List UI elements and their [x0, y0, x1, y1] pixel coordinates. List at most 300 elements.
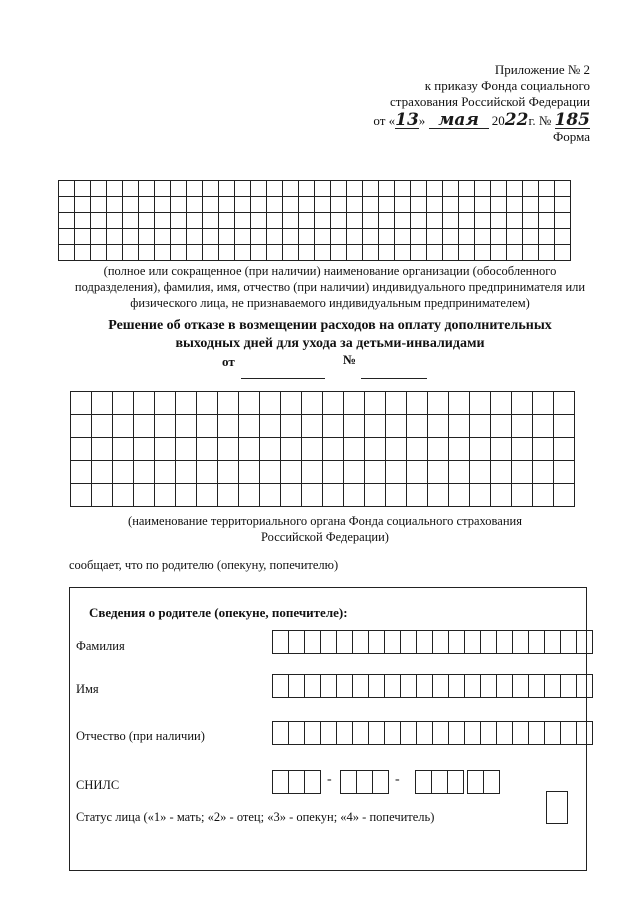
grid-cell[interactable]	[113, 415, 134, 438]
grid-cell[interactable]	[443, 229, 459, 245]
grid-cell[interactable]	[155, 197, 171, 213]
grid-cell[interactable]	[470, 438, 491, 461]
grid-cell[interactable]	[323, 461, 344, 484]
grid-cell[interactable]	[539, 245, 555, 261]
grid-cell[interactable]	[299, 245, 315, 261]
grid-cell[interactable]	[281, 484, 302, 507]
grid-cell[interactable]	[507, 213, 523, 229]
grid-cell[interactable]	[92, 415, 113, 438]
grid-cell[interactable]	[407, 415, 428, 438]
grid-cell[interactable]	[251, 245, 267, 261]
grid-cell[interactable]	[554, 438, 575, 461]
grid-cell[interactable]	[281, 461, 302, 484]
grid-cell[interactable]	[113, 392, 134, 415]
grid-cell[interactable]	[407, 392, 428, 415]
grid-cell[interactable]	[512, 392, 533, 415]
grid-cell[interactable]	[427, 181, 443, 197]
grid-cell[interactable]	[134, 461, 155, 484]
input-cell[interactable]	[372, 770, 389, 794]
grid-cell[interactable]	[219, 245, 235, 261]
grid-cell[interactable]	[203, 181, 219, 197]
input-cell[interactable]	[400, 630, 417, 654]
input-cell[interactable]	[528, 721, 545, 745]
input-cell[interactable]	[467, 770, 484, 794]
grid-cell[interactable]	[459, 229, 475, 245]
input-cell[interactable]	[304, 721, 321, 745]
grid-cell[interactable]	[491, 392, 512, 415]
grid-cell[interactable]	[239, 392, 260, 415]
grid-cell[interactable]	[443, 197, 459, 213]
grid-cell[interactable]	[107, 245, 123, 261]
grid-cell[interactable]	[365, 392, 386, 415]
grid-cell[interactable]	[363, 213, 379, 229]
grid-cell[interactable]	[267, 213, 283, 229]
input-cell[interactable]	[368, 721, 385, 745]
grid-cell[interactable]	[283, 181, 299, 197]
grid-cell[interactable]	[260, 392, 281, 415]
grid-cell[interactable]	[155, 181, 171, 197]
input-cell[interactable]	[320, 674, 337, 698]
grid-cell[interactable]	[555, 213, 571, 229]
grid-cell[interactable]	[171, 229, 187, 245]
grid-cell[interactable]	[331, 213, 347, 229]
grid-cell[interactable]	[197, 461, 218, 484]
grid-cell[interactable]	[123, 245, 139, 261]
grid-cell[interactable]	[365, 438, 386, 461]
grid-cell[interactable]	[92, 392, 113, 415]
grid-cell[interactable]	[59, 213, 75, 229]
input-cell[interactable]	[483, 770, 500, 794]
grid-cell[interactable]	[218, 461, 239, 484]
grid-cell[interactable]	[71, 438, 92, 461]
grid-cell[interactable]	[523, 229, 539, 245]
grid-cell[interactable]	[113, 461, 134, 484]
grid-cell[interactable]	[539, 197, 555, 213]
grid-cell[interactable]	[203, 213, 219, 229]
grid-cell[interactable]	[395, 197, 411, 213]
input-cell[interactable]	[336, 721, 353, 745]
grid-cell[interactable]	[134, 438, 155, 461]
grid-cell[interactable]	[379, 245, 395, 261]
grid-cell[interactable]	[92, 438, 113, 461]
grid-cell[interactable]	[71, 461, 92, 484]
grid-cell[interactable]	[386, 461, 407, 484]
grid-cell[interactable]	[75, 213, 91, 229]
grid-cell[interactable]	[267, 197, 283, 213]
input-cell[interactable]	[560, 630, 577, 654]
input-cell[interactable]	[447, 770, 464, 794]
grid-cell[interactable]	[155, 229, 171, 245]
grid-cell[interactable]	[363, 229, 379, 245]
grid-cell[interactable]	[491, 181, 507, 197]
grid-cell[interactable]	[91, 229, 107, 245]
grid-cell[interactable]	[134, 415, 155, 438]
grid-cell[interactable]	[523, 213, 539, 229]
grid-cell[interactable]	[260, 484, 281, 507]
grid-cell[interactable]	[92, 461, 113, 484]
grid-cell[interactable]	[218, 415, 239, 438]
grid-cell[interactable]	[299, 181, 315, 197]
grid-cell[interactable]	[428, 438, 449, 461]
input-cell[interactable]	[512, 674, 529, 698]
input-cell[interactable]	[384, 674, 401, 698]
input-cell[interactable]	[304, 674, 321, 698]
grid-cell[interactable]	[187, 245, 203, 261]
grid-cell[interactable]	[443, 213, 459, 229]
input-cell[interactable]	[416, 721, 433, 745]
grid-cell[interactable]	[203, 197, 219, 213]
grid-cell[interactable]	[203, 229, 219, 245]
grid-cell[interactable]	[260, 461, 281, 484]
input-cell[interactable]	[480, 721, 497, 745]
grid-cell[interactable]	[113, 438, 134, 461]
input-cell[interactable]	[576, 721, 593, 745]
input-cell[interactable]	[352, 630, 369, 654]
grid-cell[interactable]	[344, 392, 365, 415]
grid-cell[interactable]	[411, 245, 427, 261]
grid-cell[interactable]	[171, 181, 187, 197]
grid-cell[interactable]	[71, 415, 92, 438]
grid-cell[interactable]	[533, 461, 554, 484]
grid-cell[interactable]	[449, 484, 470, 507]
grid-cell[interactable]	[365, 484, 386, 507]
grid-cell[interactable]	[491, 213, 507, 229]
input-cell[interactable]	[432, 721, 449, 745]
grid-cell[interactable]	[299, 213, 315, 229]
snils-part-3[interactable]	[415, 770, 464, 794]
grid-cell[interactable]	[302, 461, 323, 484]
input-cell[interactable]	[432, 674, 449, 698]
grid-cell[interactable]	[219, 181, 235, 197]
grid-cell[interactable]	[459, 213, 475, 229]
grid-cell[interactable]	[379, 197, 395, 213]
grid-cell[interactable]	[379, 213, 395, 229]
grid-cell[interactable]	[107, 213, 123, 229]
grid-cell[interactable]	[363, 197, 379, 213]
grid-cell[interactable]	[470, 484, 491, 507]
grid-cell[interactable]	[251, 229, 267, 245]
grid-cell[interactable]	[299, 229, 315, 245]
grid-cell[interactable]	[283, 213, 299, 229]
grid-cell[interactable]	[239, 461, 260, 484]
grid-cell[interactable]	[107, 197, 123, 213]
grid-cell[interactable]	[554, 392, 575, 415]
input-cell[interactable]	[576, 674, 593, 698]
grid-cell[interactable]	[323, 415, 344, 438]
grid-cell[interactable]	[302, 392, 323, 415]
grid-cell[interactable]	[470, 392, 491, 415]
grid-cell[interactable]	[59, 197, 75, 213]
grid-cell[interactable]	[323, 484, 344, 507]
grid-cell[interactable]	[281, 392, 302, 415]
grid-cell[interactable]	[539, 229, 555, 245]
input-cell[interactable]	[272, 770, 289, 794]
grid-cell[interactable]	[386, 438, 407, 461]
input-cell[interactable]	[528, 630, 545, 654]
grid-cell[interactable]	[239, 484, 260, 507]
grid-cell[interactable]	[523, 245, 539, 261]
grid-cell[interactable]	[134, 484, 155, 507]
grid-cell[interactable]	[155, 213, 171, 229]
grid-cell[interactable]	[187, 197, 203, 213]
grid-cell[interactable]	[91, 181, 107, 197]
grid-cell[interactable]	[92, 484, 113, 507]
grid-cell[interactable]	[176, 392, 197, 415]
grid-cell[interactable]	[197, 484, 218, 507]
input-cell[interactable]	[560, 721, 577, 745]
grid-cell[interactable]	[187, 181, 203, 197]
grid-cell[interactable]	[475, 229, 491, 245]
grid-cell[interactable]	[235, 181, 251, 197]
input-cell[interactable]	[544, 630, 561, 654]
grid-cell[interactable]	[219, 213, 235, 229]
input-cell[interactable]	[432, 630, 449, 654]
grid-cell[interactable]	[347, 197, 363, 213]
grid-cell[interactable]	[428, 484, 449, 507]
grid-cell[interactable]	[218, 438, 239, 461]
grid-cell[interactable]	[554, 461, 575, 484]
grid-cell[interactable]	[344, 484, 365, 507]
grid-cell[interactable]	[299, 197, 315, 213]
grid-cell[interactable]	[155, 392, 176, 415]
grid-cell[interactable]	[507, 197, 523, 213]
input-cell[interactable]	[288, 770, 305, 794]
grid-cell[interactable]	[512, 415, 533, 438]
input-cell[interactable]	[288, 721, 305, 745]
grid-cell[interactable]	[239, 415, 260, 438]
grid-cell[interactable]	[427, 229, 443, 245]
grid-cell[interactable]	[267, 181, 283, 197]
input-cell[interactable]	[384, 630, 401, 654]
grid-cell[interactable]	[395, 213, 411, 229]
grid-cell[interactable]	[187, 229, 203, 245]
input-cell[interactable]	[368, 630, 385, 654]
grid-cell[interactable]	[260, 415, 281, 438]
grid-cell[interactable]	[197, 438, 218, 461]
grid-cell[interactable]	[91, 213, 107, 229]
grid-cell[interactable]	[470, 461, 491, 484]
grid-cell[interactable]	[475, 213, 491, 229]
grid-cell[interactable]	[523, 197, 539, 213]
grid-cell[interactable]	[344, 415, 365, 438]
status-field[interactable]	[546, 791, 568, 824]
input-cell[interactable]	[352, 674, 369, 698]
grid-cell[interactable]	[267, 229, 283, 245]
grid-cell[interactable]	[203, 245, 219, 261]
grid-cell[interactable]	[59, 181, 75, 197]
grid-cell[interactable]	[475, 181, 491, 197]
snils-part-1[interactable]	[272, 770, 321, 794]
decision-date-field[interactable]	[241, 378, 325, 379]
grid-cell[interactable]	[187, 213, 203, 229]
grid-cell[interactable]	[251, 181, 267, 197]
grid-cell[interactable]	[379, 181, 395, 197]
input-cell[interactable]	[272, 630, 289, 654]
grid-cell[interactable]	[315, 197, 331, 213]
grid-cell[interactable]	[331, 197, 347, 213]
grid-cell[interactable]	[428, 415, 449, 438]
grid-cell[interactable]	[123, 197, 139, 213]
grid-cell[interactable]	[197, 392, 218, 415]
input-cell[interactable]	[480, 674, 497, 698]
input-cell[interactable]	[288, 674, 305, 698]
grid-cell[interactable]	[75, 229, 91, 245]
input-cell[interactable]	[448, 674, 465, 698]
grid-cell[interactable]	[512, 438, 533, 461]
grid-cell[interactable]	[235, 229, 251, 245]
input-cell[interactable]	[320, 721, 337, 745]
grid-cell[interactable]	[251, 197, 267, 213]
grid-cell[interactable]	[411, 213, 427, 229]
input-cell[interactable]	[415, 770, 432, 794]
grid-cell[interactable]	[315, 229, 331, 245]
grid-cell[interactable]	[283, 245, 299, 261]
grid-cell[interactable]	[171, 197, 187, 213]
input-cell[interactable]	[544, 721, 561, 745]
grid-cell[interactable]	[507, 245, 523, 261]
grid-cell[interactable]	[347, 245, 363, 261]
grid-cell[interactable]	[428, 392, 449, 415]
input-cell[interactable]	[384, 721, 401, 745]
grid-cell[interactable]	[107, 229, 123, 245]
territorial-body-grid[interactable]	[70, 391, 575, 507]
grid-cell[interactable]	[363, 245, 379, 261]
grid-cell[interactable]	[512, 461, 533, 484]
grid-cell[interactable]	[555, 229, 571, 245]
grid-cell[interactable]	[107, 181, 123, 197]
organization-name-grid[interactable]	[58, 180, 571, 261]
grid-cell[interactable]	[171, 213, 187, 229]
grid-cell[interactable]	[219, 229, 235, 245]
snils-part-4[interactable]	[467, 770, 500, 794]
input-cell[interactable]	[464, 630, 481, 654]
name-field[interactable]	[272, 674, 593, 698]
grid-cell[interactable]	[386, 392, 407, 415]
grid-cell[interactable]	[251, 213, 267, 229]
grid-cell[interactable]	[176, 484, 197, 507]
input-cell[interactable]	[340, 770, 357, 794]
input-cell[interactable]	[336, 674, 353, 698]
input-cell[interactable]	[400, 674, 417, 698]
grid-cell[interactable]	[59, 229, 75, 245]
grid-cell[interactable]	[75, 181, 91, 197]
input-cell[interactable]	[560, 674, 577, 698]
input-cell[interactable]	[448, 630, 465, 654]
grid-cell[interactable]	[331, 229, 347, 245]
input-cell[interactable]	[496, 674, 513, 698]
input-cell[interactable]	[544, 674, 561, 698]
snils-part-2[interactable]	[340, 770, 389, 794]
grid-cell[interactable]	[491, 197, 507, 213]
grid-cell[interactable]	[443, 245, 459, 261]
grid-cell[interactable]	[155, 245, 171, 261]
grid-cell[interactable]	[533, 415, 554, 438]
grid-cell[interactable]	[139, 245, 155, 261]
grid-cell[interactable]	[539, 181, 555, 197]
grid-cell[interactable]	[281, 415, 302, 438]
input-cell[interactable]	[368, 674, 385, 698]
grid-cell[interactable]	[427, 197, 443, 213]
input-cell[interactable]	[431, 770, 448, 794]
grid-cell[interactable]	[449, 392, 470, 415]
grid-cell[interactable]	[347, 213, 363, 229]
input-cell[interactable]	[304, 770, 321, 794]
grid-cell[interactable]	[235, 197, 251, 213]
decision-number-field[interactable]	[361, 378, 427, 379]
grid-cell[interactable]	[365, 461, 386, 484]
input-cell[interactable]	[416, 674, 433, 698]
grid-cell[interactable]	[71, 392, 92, 415]
grid-cell[interactable]	[155, 415, 176, 438]
grid-cell[interactable]	[197, 415, 218, 438]
grid-cell[interactable]	[281, 438, 302, 461]
grid-cell[interactable]	[171, 245, 187, 261]
input-cell[interactable]	[496, 630, 513, 654]
grid-cell[interactable]	[91, 197, 107, 213]
input-cell[interactable]	[288, 630, 305, 654]
grid-cell[interactable]	[449, 438, 470, 461]
grid-cell[interactable]	[491, 229, 507, 245]
grid-cell[interactable]	[235, 245, 251, 261]
grid-cell[interactable]	[411, 229, 427, 245]
grid-cell[interactable]	[123, 181, 139, 197]
grid-cell[interactable]	[555, 197, 571, 213]
input-cell[interactable]	[416, 630, 433, 654]
grid-cell[interactable]	[344, 461, 365, 484]
input-cell[interactable]	[320, 630, 337, 654]
grid-cell[interactable]	[347, 181, 363, 197]
grid-cell[interactable]	[331, 245, 347, 261]
surname-field[interactable]	[272, 630, 593, 654]
grid-cell[interactable]	[59, 245, 75, 261]
grid-cell[interactable]	[554, 415, 575, 438]
grid-cell[interactable]	[155, 438, 176, 461]
input-cell[interactable]	[496, 721, 513, 745]
input-cell[interactable]	[356, 770, 373, 794]
input-cell[interactable]	[352, 721, 369, 745]
input-cell[interactable]	[448, 721, 465, 745]
grid-cell[interactable]	[411, 181, 427, 197]
input-cell[interactable]	[272, 674, 289, 698]
input-cell[interactable]	[464, 674, 481, 698]
grid-cell[interactable]	[302, 438, 323, 461]
grid-cell[interactable]	[491, 415, 512, 438]
grid-cell[interactable]	[512, 484, 533, 507]
grid-cell[interactable]	[459, 197, 475, 213]
grid-cell[interactable]	[347, 229, 363, 245]
grid-cell[interactable]	[491, 461, 512, 484]
grid-cell[interactable]	[302, 415, 323, 438]
grid-cell[interactable]	[75, 197, 91, 213]
grid-cell[interactable]	[123, 213, 139, 229]
grid-cell[interactable]	[155, 484, 176, 507]
grid-cell[interactable]	[533, 484, 554, 507]
grid-cell[interactable]	[395, 229, 411, 245]
grid-cell[interactable]	[491, 245, 507, 261]
grid-cell[interactable]	[407, 484, 428, 507]
grid-cell[interactable]	[123, 229, 139, 245]
grid-cell[interactable]	[395, 245, 411, 261]
grid-cell[interactable]	[139, 229, 155, 245]
grid-cell[interactable]	[267, 245, 283, 261]
grid-cell[interactable]	[113, 484, 134, 507]
grid-cell[interactable]	[395, 181, 411, 197]
grid-cell[interactable]	[315, 245, 331, 261]
grid-cell[interactable]	[239, 438, 260, 461]
grid-cell[interactable]	[475, 197, 491, 213]
input-cell[interactable]	[480, 630, 497, 654]
grid-cell[interactable]	[302, 484, 323, 507]
